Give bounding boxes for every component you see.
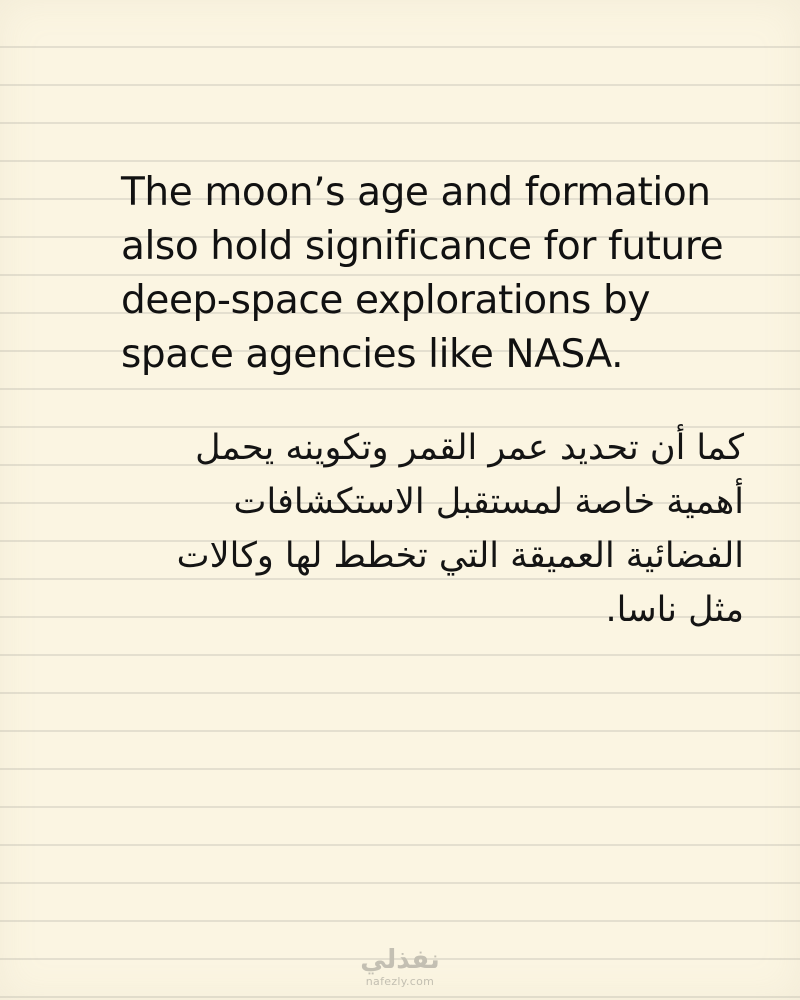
- english-paragraph: The moon’s age and formation also hold significance for future deep-space explorations by space agencies like NASA.: [121, 170, 724, 377]
- watermark-logo: نفذلي: [360, 945, 440, 975]
- watermark: [340, 945, 460, 988]
- watermark-url: nafezly.com: [365, 975, 435, 988]
- arabic-paragraph: كما أن تحديد عمر القمر وتكوينه يحمل أهمية خاصة لمستقبل الاستكشافات الفضائية العميقة التي تخطط لها وكالات مثل ناسا.: [176, 428, 744, 630]
